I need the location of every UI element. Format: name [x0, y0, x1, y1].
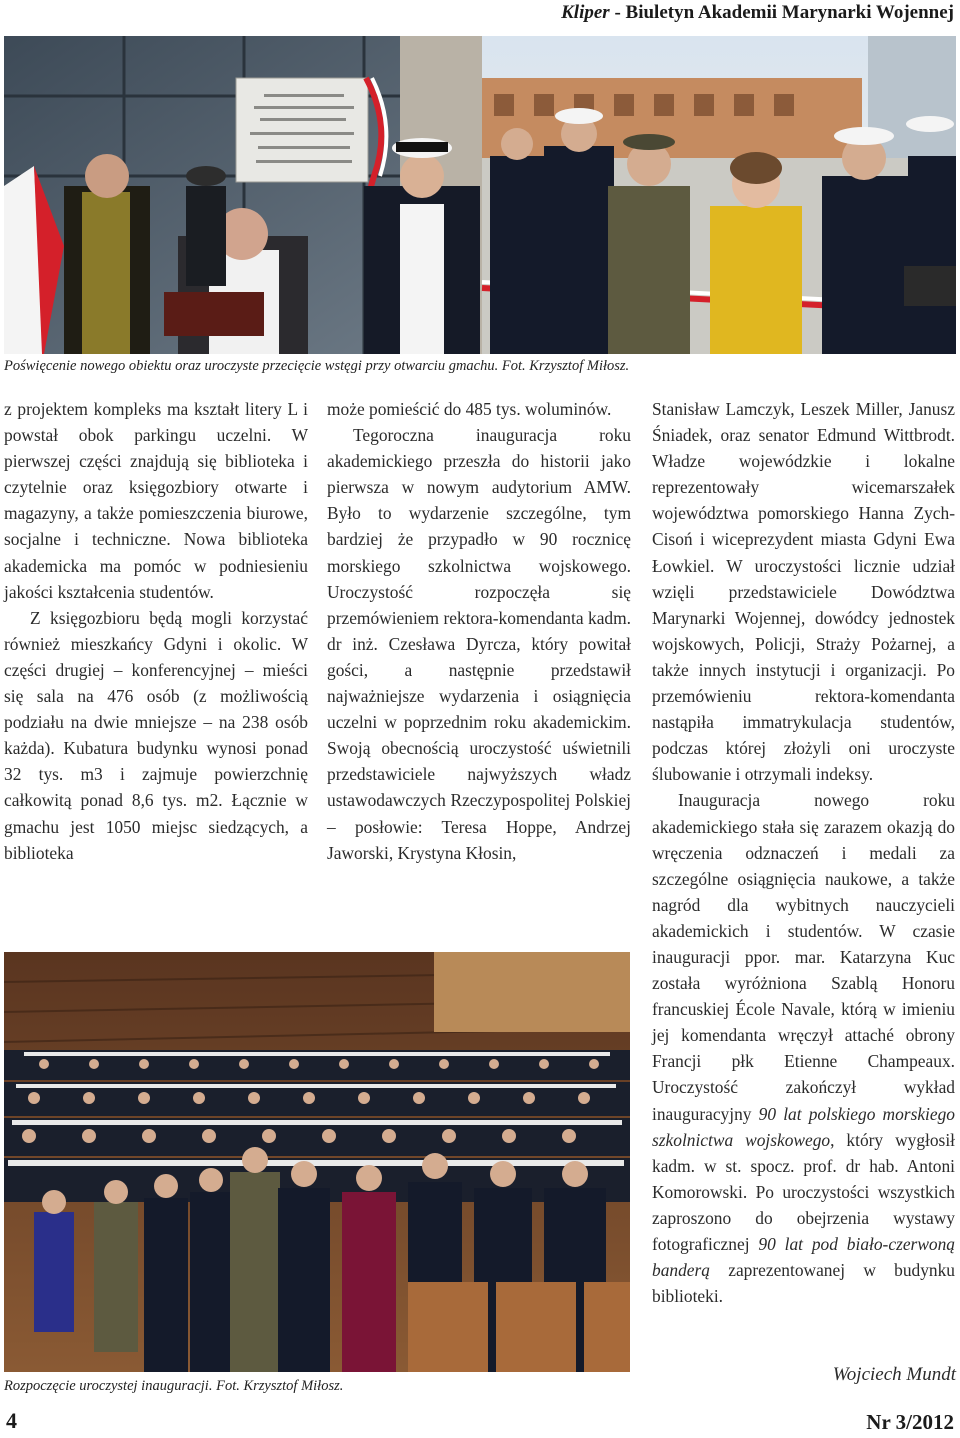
article-paragraph: Z księgozbioru będą mogli korzystać również mieszkańcy Gdyni i okolic. W części drugiej – konferencyjnej – mieści się sala na 476 osób (z możliwością podziału na dwie mniejsze – na 238 osób każda). Kubatura budynku wynosi ponad 32 tys. m3 i zajmuje powierzchnię całkowitą ponad 8,6 tys. m2. Łącznie w gmachu jest 1050 miejsc siedzących, a biblioteka: [4, 607, 308, 863]
photo-assembly-hall-caption: Rozpoczęcie uroczystej inauguracji. Fot. Krzysztof Miłosz.: [4, 1378, 344, 1394]
article-text: , który wygłosił kadm. w st. spocz. prof. dr hab. Antoni Komorowski. Po uroczystości wszystkich zaproszono do obejrzenia wystawy fotograficznej: [652, 1129, 955, 1254]
article-paragraph: Stanisław Lamczyk, Leszek Miller, Janusz Śniadek, oraz senator Edmund Wittbrodt. Władze wojewódzkie i lokalne reprezentowały wicemarszałek województwa pomorskiego Hanna Zych-Cisoń i wiceprezydent miasta Gdyni Ewa Łowkiel. W uroczystości licznie udział wzięli przedstawiciele Dowództwa Marynarki Wojennej, dowódcy jednostek wojskowych, Policji, Straży Pożarnej, a także innych instytucji i organizacji. Po przemówieniu rektora-komendanta nastąpiła immatrykulacja studentów, podczas której złożyli oni uroczyste ślubowanie i otrzymali indeksy.: [652, 399, 955, 785]
photo-assembly-hall-illustration: [4, 952, 630, 1372]
magazine-subtitle: Biuletyn Akademii Marynarki Wojennej: [625, 2, 954, 23]
exhibition-title: 90 lat pod biało-czerwoną banderą: [652, 1234, 956, 1281]
issue-number: Nr 3/2012: [866, 1410, 954, 1434]
header-separator: -: [609, 2, 626, 23]
photo-ribbon-cutting: [4, 36, 956, 354]
article-text: zaprezentowanej w budynku biblioteki.: [652, 1260, 955, 1307]
running-header: [561, 0, 954, 30]
magazine-name: Kliper: [561, 2, 610, 23]
article-column-3: [652, 396, 955, 1309]
article-text: Inauguracja nowego roku akademickiego stała się zarazem okazją do wręczenia odznaczeń i medali za szczególne osiągnięcia naukowe, a także nagród dla wybitnych nauczycieli akademickich i studentów. W czasie inauguracji ppor. mar. Katarzyna Kuc została wyróżniona Szablą Honoru francuskiej École Navale, którą w imieniu jej komendanta wręczył attaché obrony Francji płk Etienne Champeaux. Uroczystość zakończył wykład inauguracyjny: [652, 790, 955, 1124]
article-paragraph: Tegoroczna inauguracja roku akademickiego przeszła do historii jako pierwsza w nowym audytorium AMW. Było to wydarzenie szczególne, tym bardziej że przypadło w 90 rocznicę morskiego szkolnictwa wojskowego. Uroczystość rozpoczęła się przemówieniem rektora-komendanta kadm. dr inż. Czesława Dyrcza, który powitał gości, a następnie przedstawił najważniejsze wydarzenia i osiągnięcia uczelni w poprzednim roku akademickim. Swoją obecnością uroczystość uświetnili przedstawiciele najwyższych władz ustawodawczych Rzeczypospolitej Polskiej – posłowie: Teresa Hoppe, Andrzej Jaworski, Krystyna Kłosin,: [327, 425, 631, 863]
photo-ribbon-cutting-illustration: [4, 36, 956, 354]
article-author: Wojciech Mundt: [832, 1364, 956, 1385]
article-column-2: [327, 396, 631, 866]
photo-ribbon-cutting-caption: Poświęcenie nowego obiektu oraz uroczyste przecięcie wstęgi przy otwarciu gmachu. Fot. Krzysztof Miłosz.: [4, 358, 630, 374]
article-column-1: [4, 396, 308, 866]
photo-assembly-hall: [4, 952, 630, 1372]
page-number: 4: [6, 1408, 17, 1433]
article-paragraph: [652, 787, 955, 1309]
lecture-title: 90 lat polskiego morskiego szkolnictwa wojskowego: [652, 1103, 955, 1150]
article-paragraph: z projektem kompleks ma kształt litery L i powstał obok parkingu uczelni. W pierwszej części znajdują się biblioteka i czytelnie oraz księgozbiory otwarte i magazyny, a także pomieszczenia biurowe, socjalne i techniczne. Nowa biblioteka akademicka ma pomóc w podniesieniu jakości kształcenia studentów.: [4, 399, 308, 602]
article-paragraph: może pomieścić do 485 tys. woluminów.: [327, 399, 612, 419]
